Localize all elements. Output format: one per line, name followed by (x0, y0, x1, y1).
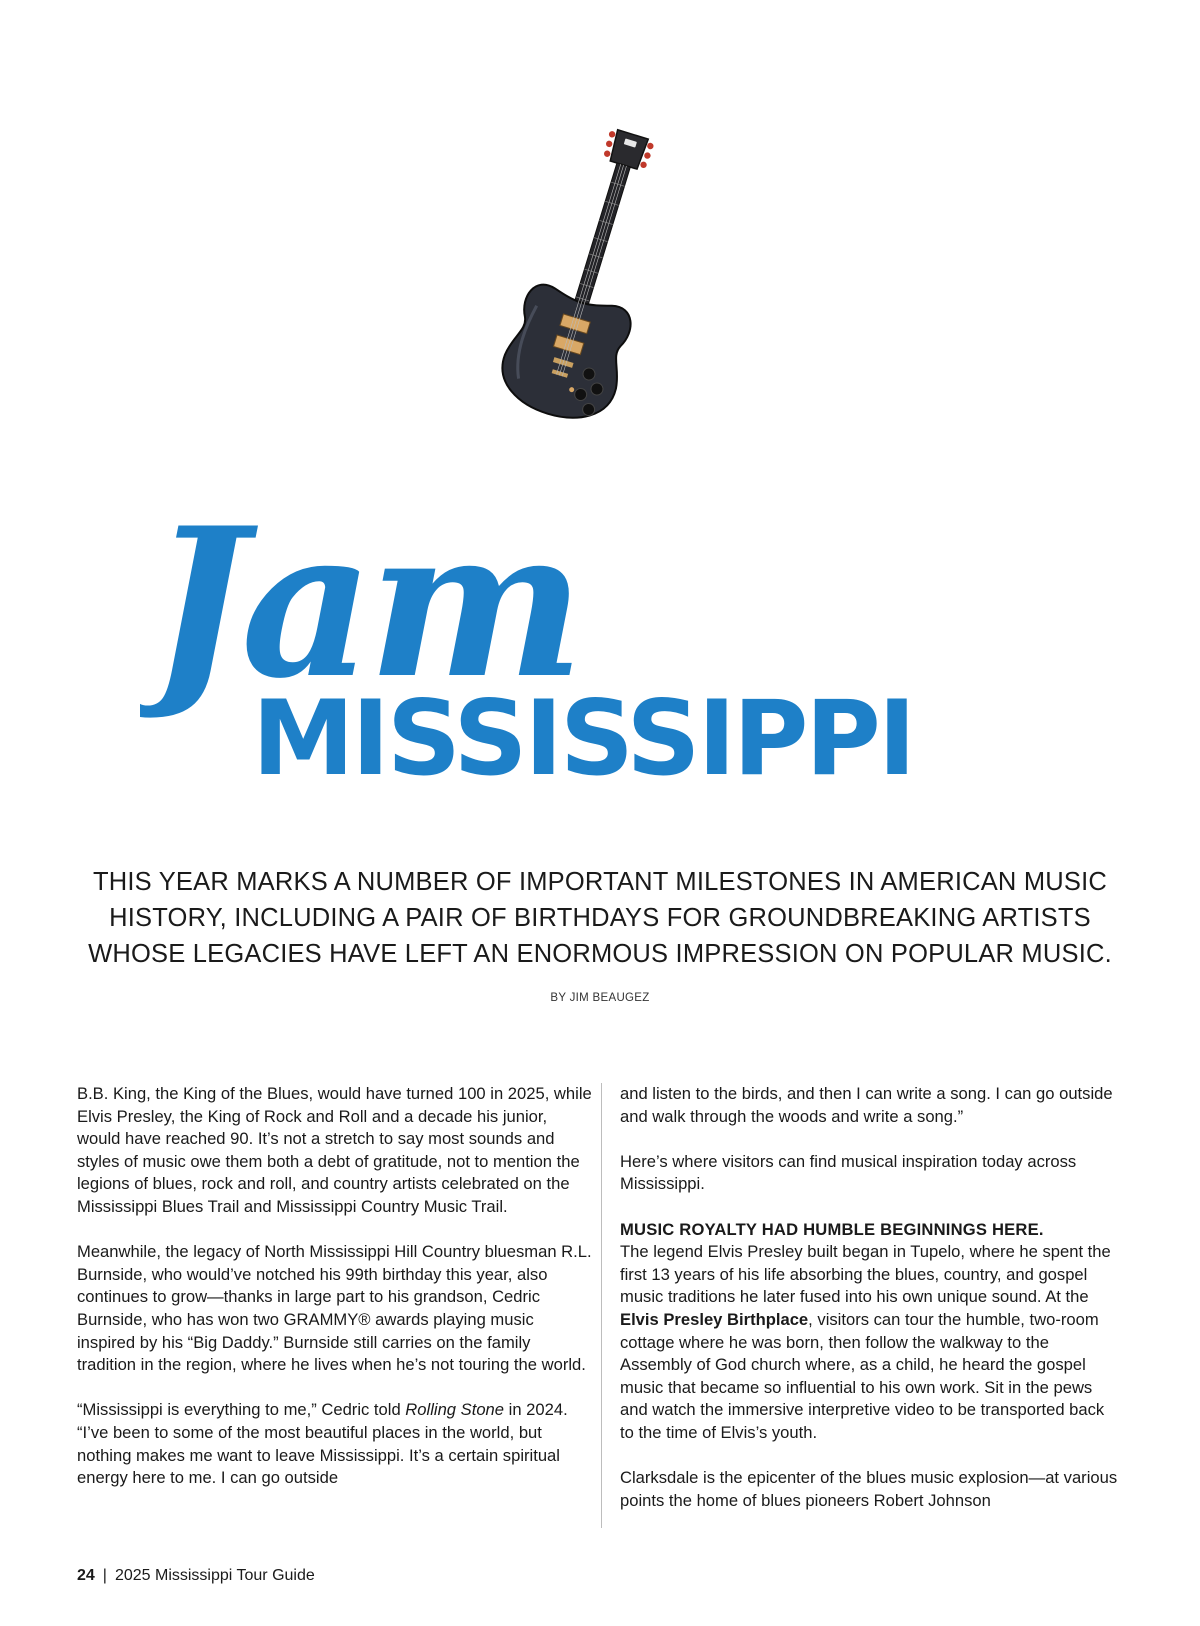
byline: BY JIM BEAUGEZ (550, 992, 650, 1004)
paragraph-text: “Mississippi is everything to me,” Cedric told (77, 1400, 406, 1420)
headline-script-word: Jam (150, 484, 579, 724)
column-divider (601, 1083, 602, 1528)
page-number: 24 (77, 1567, 95, 1584)
article-deck: THIS YEAR MARKS A NUMBER OF IMPORTANT MILESTONES IN AMERICAN MUSIC HISTORY, INCLUDING A PAIR OF BIRTHDAYS FOR GROUNDBREAKING ARTISTS WHOSE LEGACIES HAVE LEFT AN ENORMOUS IMPRESSION ON POPULAR MUSIC. (88, 868, 1112, 968)
publication-name: 2025 Mississippi Tour Guide (114, 1567, 315, 1584)
paragraph: Clarksdale is the epicenter of the blues music explosion—at various points the home of blues pioneers Robert Johnson (620, 1468, 1118, 1510)
headline-title: MISSISSIPPI (252, 679, 914, 799)
paragraph-text: in 2024. “I’ve been to some of the most beautiful places in the world, but nothing makes me want to leave Mississippi. It’s a certain spiritual energy here to me. I can go outside (77, 1400, 568, 1488)
paragraph: B.B. King, the King of the Blues, would have turned 100 in 2025, while Elvis Presley, the King of Rock and Roll and a decade his junior, would have reached 90. It’s not a stretch to say most sounds and styles of music owe them both a debt of gratitude, not to mention the legions of blues, rock and roll, and country artists celebrated on the Mississippi Blues Trail and Mississippi Country Music Trail. (77, 1084, 592, 1216)
paragraph-text: , visitors can tour the humble, two-room cottage where he was born, then follow the walkway to the Assembly of God church where, as a child, he heard the gospel music that became so influential to his own work. Sit in the pews and watch the immersive interpretive video to be transported back to the time of Elvis’s youth. (620, 1309, 1105, 1442)
paragraph-text: The legend Elvis Presley built began in Tupelo, where he spent the first 13 years of his life absorbing the blues, country, and gospel music traditions he later fused into his own unique sound. At the (620, 1242, 1111, 1307)
article-column-right (620, 1083, 1120, 1535)
page-footer (77, 1567, 315, 1585)
paragraph: and listen to the birds, and then I can write a song. I can go outside and walk through the woods and write a song.” (620, 1084, 1113, 1126)
article-column-left (77, 1083, 592, 1512)
publication-title: Rolling Stone (405, 1400, 505, 1420)
place-name: Elvis Presley Birthplace (620, 1309, 809, 1329)
paragraph (77, 1399, 592, 1489)
paragraph: Meanwhile, the legacy of North Mississippi Hill Country bluesman R.L. Burnside, who would’ve notched his 99th birthday this year, also continues to grow—thanks in large part to his grandson, Cedric Burnside, who has won two GRAMMY® awards playing music inspired by his “Big Daddy.” Burnside still carries on the family tradition in the region, where he lives when he’s not touring the world. (77, 1242, 592, 1375)
paragraph: Here’s where visitors can find musical inspiration today across Mississippi. (620, 1151, 1077, 1194)
footer-separator: | (102, 1567, 107, 1584)
paragraph (620, 1219, 1120, 1445)
section-subhead: MUSIC ROYALTY HAD HUMBLE BEGINNINGS HERE. (620, 1219, 1044, 1239)
guitar-illustration (500, 120, 680, 430)
